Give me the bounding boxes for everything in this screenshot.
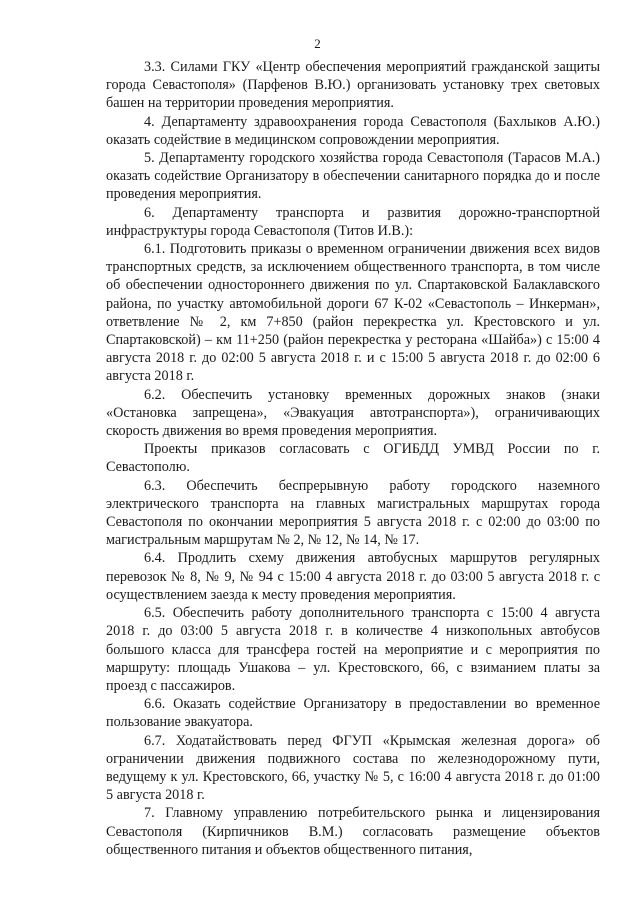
paragraph-6-7: 6.7. Ходатайствовать перед ФГУП «Крымская железная дорога» об ограничении движения подвижного состава по железнодорожному пути, ведущему к ул. Крестовского, 66, участку № 5, с 16:00 4 августа 2018 г. до 01:00 5 августа 2018 г. xyxy=(106,732,600,804)
paragraph-6-4: 6.4. Продлить схему движения автобусных маршрутов регулярных перевозок № 8, № 9, № 94 с 15:00 4 августа 2018 г. до 03:00 5 августа 2018 г. с осуществлением заезда к месту проведения мероприятия. xyxy=(106,550,600,603)
document-body xyxy=(106,58,600,859)
paragraph-4: 4. Департаменту здравоохранения города Севастополя (Бахлыков А.Ю.) оказать содействие в медицинском сопровождении мероприятия. xyxy=(106,113,600,148)
paragraph-6-5: 6.5. Обеспечить работу дополнительного транспорта с 15:00 4 августа 2018 г. до 03:00 5 августа 2018 г. в количестве 4 низкопольных автобусов большого класса для трансфера гостей на мероприятие и с мероприятия по маршруту: площадь Ушакова – ул. Крестовского, 66, с взиманием платы за проезд с пассажиров. xyxy=(106,605,600,694)
paragraph-6: 6. Департаменту транспорта и развития дорожно-транспортной инфраструктуры города Севастополя (Титов И.В.): xyxy=(106,204,600,239)
paragraph-6-6: 6.6. Оказать содействие Организатору в предоставлении во временное пользование эвакуатора. xyxy=(106,696,600,731)
paragraph-6-3: 6.3. Обеспечить беспрерывную работу городского наземного электрического транспорта на главных магистральных маршрутах города Севастополя по окончании мероприятия 5 августа 2018 г. с 02:00 до 03:00 по магистральным маршрутам № 2, № 12, № 14, № 17. xyxy=(106,477,600,549)
paragraph-6-1: 6.1. Подготовить приказы о временном ограничении движения всех видов транспортных средств, за исключением общественного транспорта, в том числе об обеспечении одностороннего движения по ул. Спартаковской Балаклавского района, по участку автомобильной дороги 67 К-02 «Севастополь – Инкерман», ответвление № 2, км 7+850 (район перекрестка ул. Крестовского и ул. Спартаковской) – км 11+250 (район перекрестка у ресторана «Шайба») с 15:00 4 августа 2018 г. до 02:00 5 августа 2018 г. и с 15:00 5 августа 2018 г. до 02:00 6 августа 2018 г. xyxy=(106,241,600,385)
paragraph-3-3: 3.3. Силами ГКУ «Центр обеспечения мероприятий гражданской защиты города Севастополя» (Парфенов В.Ю.) организовать установку трех световых башен на территории проведения мероприятия. xyxy=(106,59,600,112)
paragraph-orders-approval: Проекты приказов согласовать с ОГИБДД УМВД России по г. Севастополю. xyxy=(106,441,600,476)
paragraph-6-2: 6.2. Обеспечить установку временных дорожных знаков (знаки «Остановка запрещена», «Эвакуация автотранспорта»), ограничивающих скорость движения во время проведения мероприятия. xyxy=(106,386,600,440)
page-number: 2 xyxy=(314,36,321,51)
paragraph-5: 5. Департаменту городского хозяйства города Севастополя (Тарасов М.А.) оказать содействие Организатору в обеспечении санитарного порядка до и после проведения мероприятия. xyxy=(106,150,600,203)
paragraph-7: 7. Главному управлению потребительского рынка и лицензирования Севастополя (Кирпичников В.М.) согласовать размещение объектов общественного питания и объектов общественного питания, xyxy=(106,805,600,858)
